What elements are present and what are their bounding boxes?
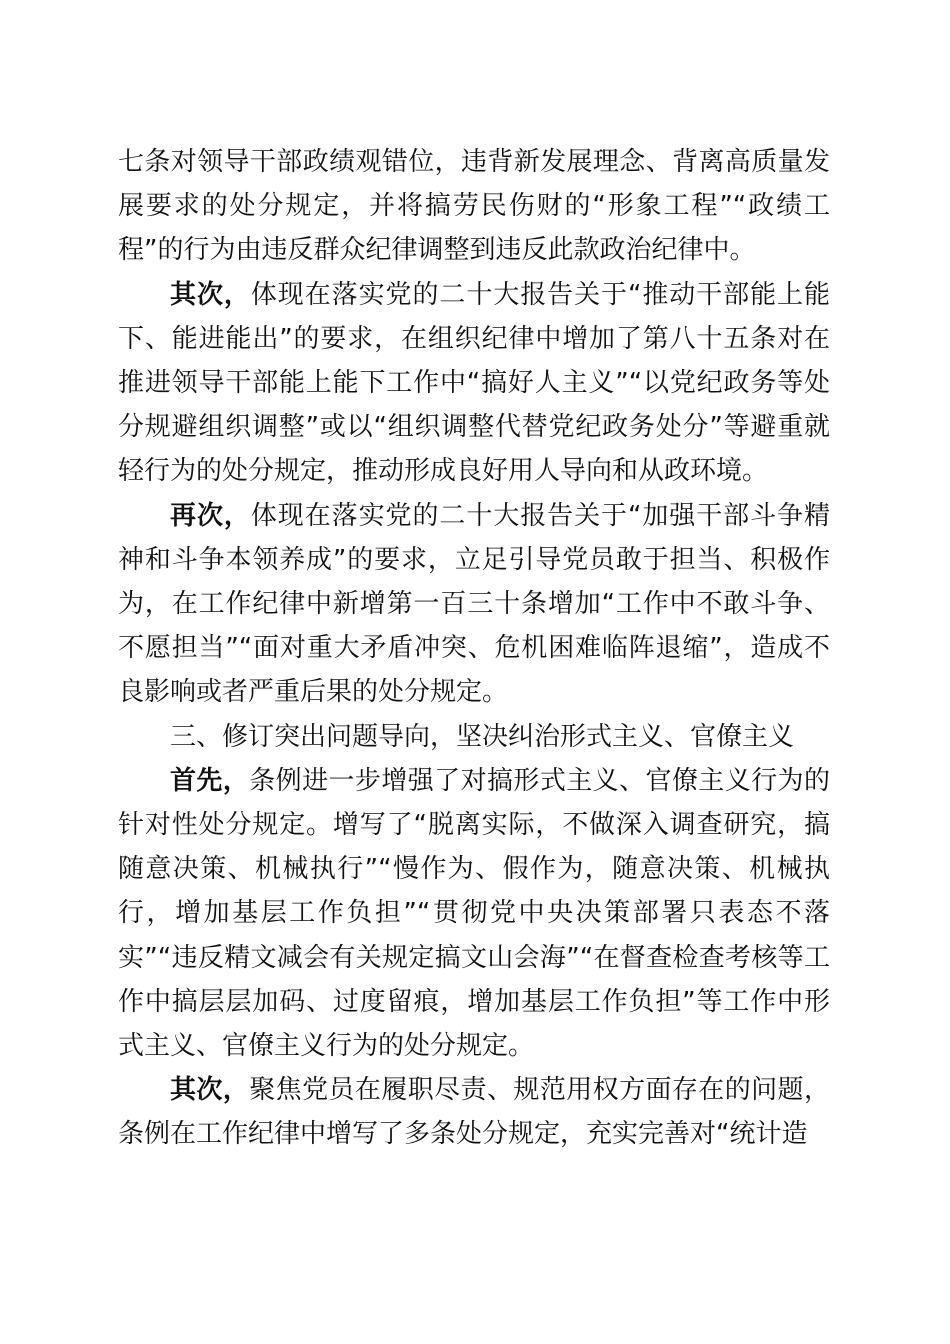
paragraph-thirdly — [118, 494, 830, 715]
paragraph-text: 聚焦党员在履职尽责、规范用权方面存在的问题，条例在工作纪律中增写了多条处分规定，充实完善对“统计造 — [118, 1075, 830, 1150]
paragraph-text: 条例进一步增强了对搞形式主义、官僚主义行为的针对性处分规定。增写了“脱离实际，不做深入调查研究，搞随意决策、机械执行”“慢作为、假作为，随意决策、机械执行，增加基层工作负担”“贯彻党中央决策部署只表态不落实”“违反精文减会有关规定搞文山会海”“在督查检查考核等工作中搞层层加码、过度留痕，增加基层工作负担”等工作中形式主义、官僚主义行为的处分规定。 — [118, 765, 830, 1062]
paragraph-firstly — [118, 759, 830, 1068]
paragraph-text: 体现在落实党的二十大报告关于“加强干部斗争精神和斗争本领养成”的要求，立足引导党员敢于担当、积极作为，在工作纪律中新增第一百三十条增加“工作中不敢斗争、不愿担当”“面对重大矛盾冲突、危机困难临阵退缩”，造成不良影响或者严重后果的处分规定。 — [118, 500, 830, 708]
paragraph-text: 体现在落实党的二十大报告关于“推动干部能上能下、能进能出”的要求，在组织纪律中增加了第八十五条对在推进领导干部能上能下工作中“搞好人主义”“以党纪政务等处分规避组织调整”或以“组织调整代替党纪政务处分”等避重就轻行为的处分规定，推动形成良好用人导向和从政环境。 — [118, 279, 830, 487]
paragraph-continuation — [118, 140, 830, 273]
paragraph-secondly — [118, 273, 830, 494]
paragraph-lead: 再次， — [170, 500, 251, 531]
document-body — [118, 140, 830, 1157]
paragraph-text: 七条对领导干部政绩观错位，违背新发展理念、背离高质量发展要求的处分规定，并将搞劳民伤财的“形象工程”“政绩工程”的行为由违反群众纪律调整到违反此款政治纪律中。 — [118, 147, 830, 266]
section-heading-text: 三、修订突出问题导向，坚决纠治形式主义、官僚主义 — [170, 721, 795, 752]
section-heading — [118, 715, 830, 759]
paragraph-lead: 其次， — [170, 279, 251, 310]
paragraph-lead: 其次， — [170, 1075, 250, 1106]
paragraph-lead: 首先， — [170, 765, 250, 796]
paragraph-secondly-2 — [118, 1068, 830, 1156]
